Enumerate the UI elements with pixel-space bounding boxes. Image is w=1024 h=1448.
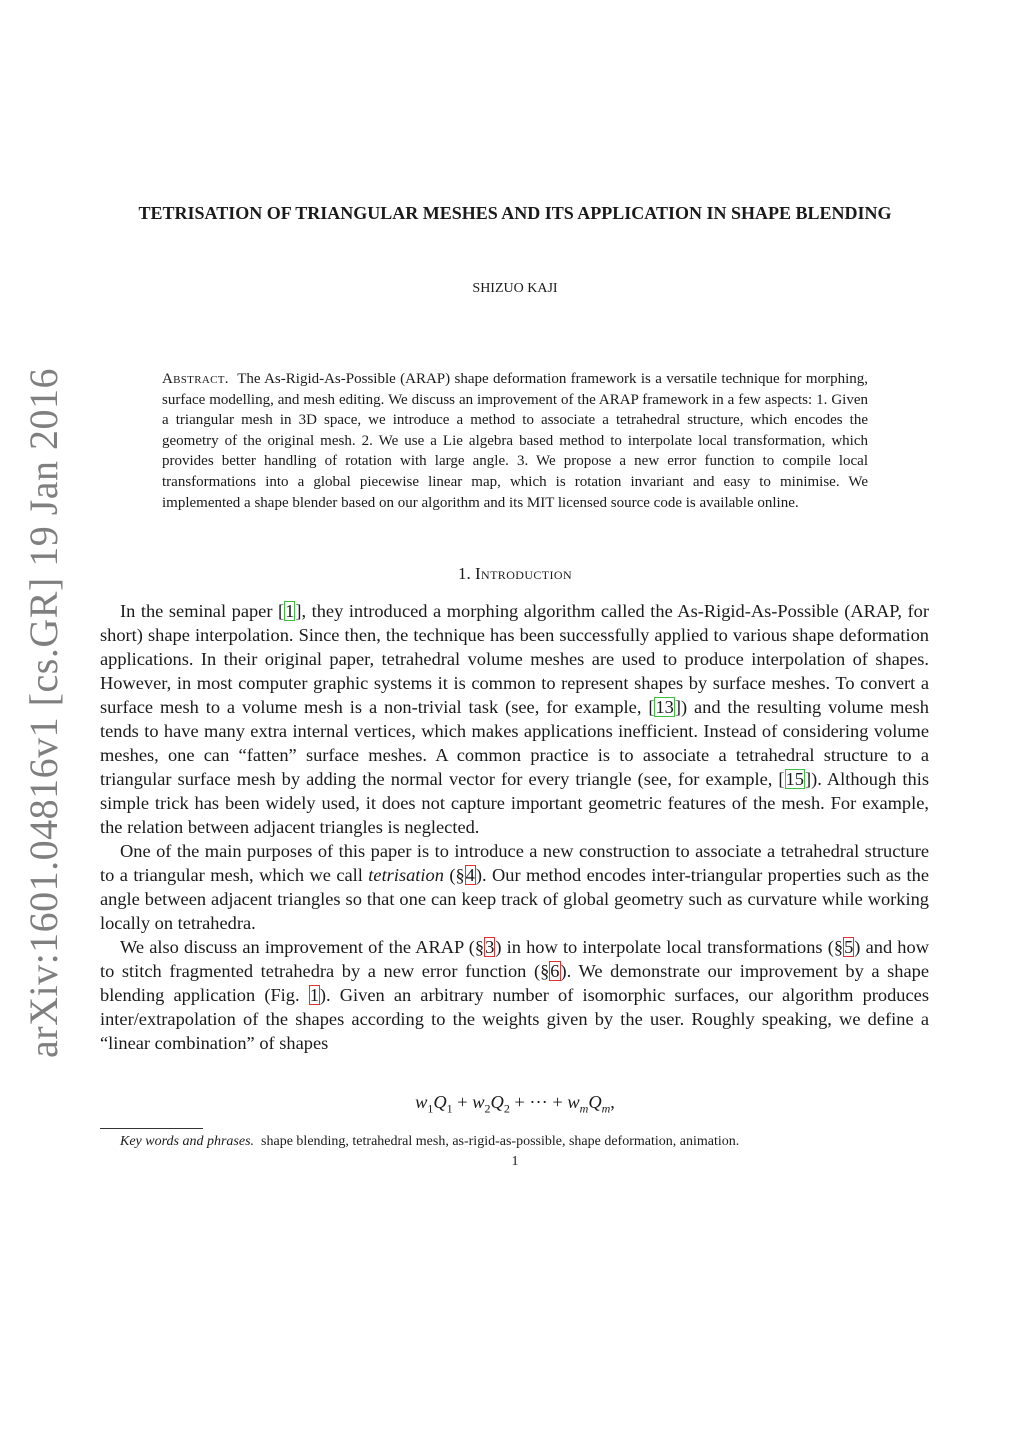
abstract (162, 369, 868, 513)
abstract-text: The As-Rigid-As-Possible (ARAP) shape deformation framework is a versatile technique for morphing, surface modelling, and mesh editing. We discuss an improvement of the ARAP framework in a few aspects: 1. Given a triangular mesh in 3D space, we introduce a method to associate a tetrahedral structure, which encodes the geometry of the original mesh. 2. We use a Lie algebra based method to interpolate local transformation, which provides better handling of rotation with large angle. 3. We propose a new error function to compile local transformations into a global piecewise linear map, which is rotation invariant and easy to minimise. We implemented a shape blender based on our algorithm and its MIT licensed source code is available online. (162, 371, 868, 511)
text-run: ]) and the resulting volume mesh tends to have many extra internal vertices, which makes applications inefficient. Instead of considering volume meshes, one can “fatten” surface meshes. A common practice is to associate a tetrahedral structure to a triangular surface mesh by adding the normal vector for every triangle (see, for example, [ (100, 697, 929, 789)
eq-ellipsis: ··· (529, 1092, 548, 1112)
paragraph-2 (100, 839, 929, 935)
section-heading (100, 564, 930, 584)
text-run: ], they introduced a morphing algorithm called the As-Rigid-As-Possible (ARAP, for short) shape interpolation. Since then, the technique has been successfully applied to various shape deformation applications. In their original paper, tetrahedral volume meshes are used to produce interpolation of shapes. However, in most computer graphic systems it is common to represent shapes by surface meshes. To convert a surface mesh to a volume mesh is a non-trivial task (see, for example, [ (100, 601, 929, 717)
citation-link[interactable]: 1 (285, 601, 295, 621)
eq-subscript: 2 (503, 1101, 510, 1116)
page-number: 1 (511, 1154, 519, 1169)
eq-subscript: 1 (427, 1101, 434, 1116)
display-equation (100, 1092, 930, 1117)
emphasis-term: tetrisation (368, 865, 444, 885)
section-title: Introduction (474, 564, 573, 583)
text-run: ). We demonstrate our improvement by a shape blending application (Fig. (100, 961, 929, 1005)
eq-symbol: Q (490, 1092, 504, 1112)
eq-symbol: w (415, 1092, 428, 1112)
footnote-text: shape blending, tetrahedral mesh, as-rigid-as-possible, shape deformation, animation. (261, 1134, 740, 1149)
text-run: One of the main purposes of this paper is to introduce a new construction to associate a tetrahedral structure to a triangular mesh, which we call (100, 841, 929, 885)
section-reference-link[interactable]: 5 (844, 937, 854, 957)
citation-link[interactable]: 13 (655, 697, 674, 717)
arxiv-identifier: arXiv:1601.04816v1 [cs.GR] 19 Jan 2016 (21, 367, 66, 1058)
footnote-rule (100, 1128, 203, 1129)
text-run: (§ (443, 865, 465, 885)
citation-link[interactable]: 15 (785, 769, 804, 789)
text-run: ]). Although this simple trick has been widely used, it does not capture important geometric features of the mesh. For example, the relation between adjacent triangles is neglected. (100, 769, 929, 837)
eq-punctuation: , (610, 1092, 615, 1112)
body-text (100, 599, 929, 1055)
text-run: In the seminal paper [ (120, 601, 285, 621)
eq-operator: + (457, 1092, 468, 1112)
eq-subscript: m (601, 1101, 611, 1116)
paper-title: TETRISATION OF TRIANGULAR MESHES AND ITS APPLICATION IN SHAPE BLENDING (138, 203, 892, 223)
section-reference-link[interactable]: 6 (550, 961, 560, 981)
text-run: We also discuss an improvement of the ARAP (§ (120, 937, 485, 957)
section-reference-link[interactable]: 3 (485, 937, 495, 957)
eq-symbol: w (472, 1092, 485, 1112)
eq-symbol: Q (433, 1092, 447, 1112)
paragraph-1 (100, 599, 929, 839)
eq-subscript: m (579, 1101, 589, 1116)
text-run: ). Given an arbitrary number of isomorphic surfaces, our algorithm produces inter/extrapolation of the shapes according to the weights given by the user. Roughly speaking, we define a “linear combination” of shapes (100, 985, 929, 1053)
footnote-keywords (100, 1133, 930, 1151)
figure-reference-link[interactable]: 1 (309, 985, 319, 1005)
text-run: ) in how to interpolate local transformations (§ (495, 937, 844, 957)
eq-operator: + (552, 1092, 563, 1112)
text-run: ). Our method encodes inter-triangular properties such as the angle between adjacent triangles so that one can keep track of global geometry such as curvature while working locally on tetrahedra. (100, 865, 929, 933)
section-number: 1. (457, 564, 471, 583)
footnote-label: Key words and phrases. (120, 1134, 255, 1149)
section-reference-link[interactable]: 4 (465, 865, 475, 885)
eq-symbol: Q (588, 1092, 602, 1112)
eq-operator: + (514, 1092, 525, 1112)
paragraph-3 (100, 935, 929, 1055)
eq-subscript: 2 (484, 1101, 491, 1116)
text-run: ) and how to stitch fragmented tetrahedra by a new error function (§ (100, 937, 929, 981)
eq-subscript: 1 (446, 1101, 453, 1116)
eq-symbol: w (567, 1092, 580, 1112)
abstract-label: Abstract. (162, 371, 229, 387)
author-name: SHIZUO KAJI (472, 281, 558, 296)
